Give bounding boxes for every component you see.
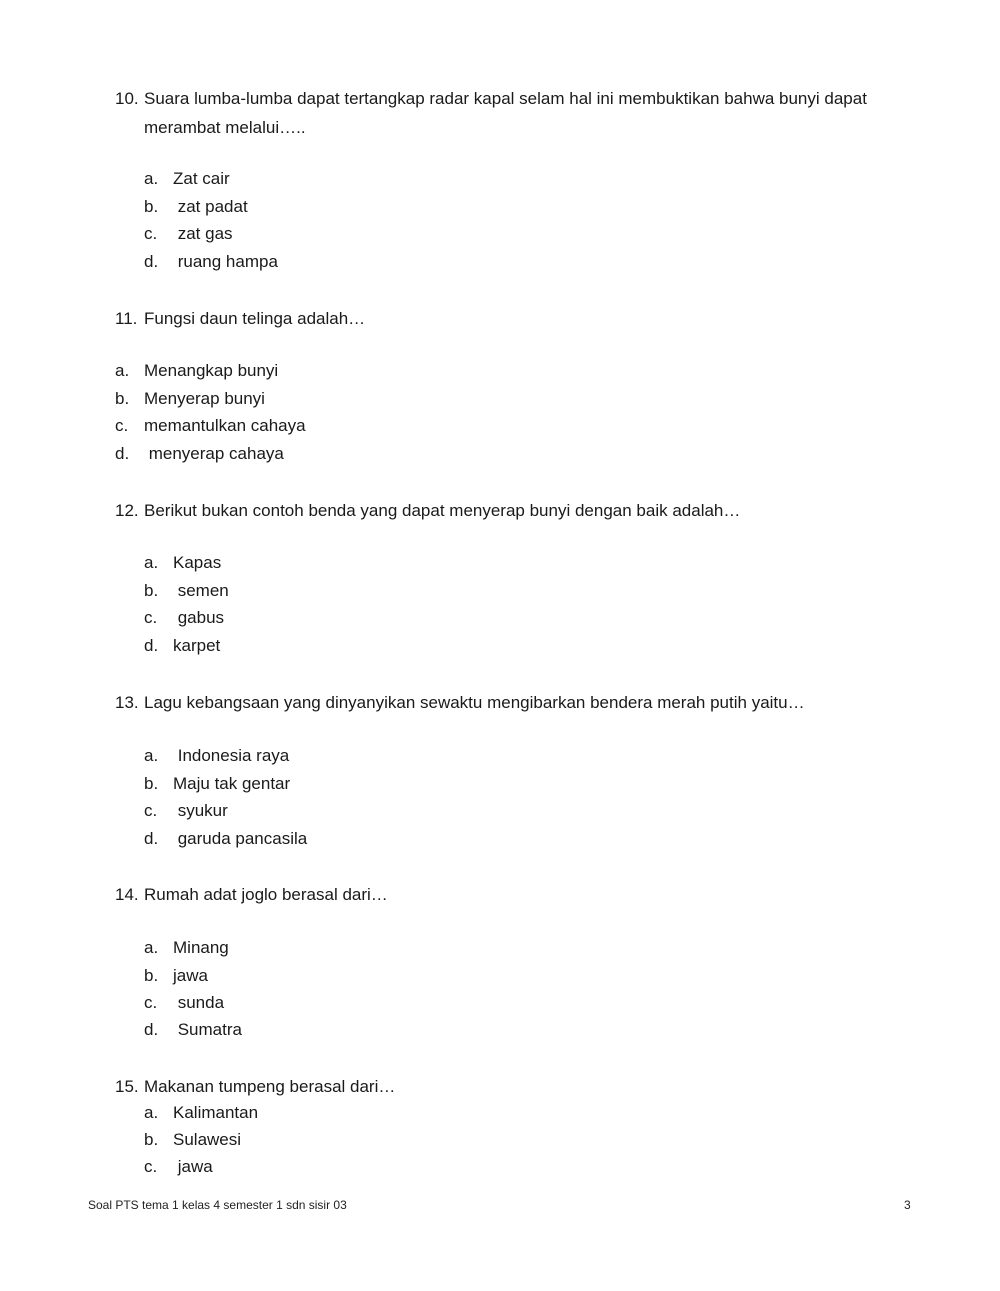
option-letter: c. — [144, 993, 158, 1012]
option-text: jawa — [173, 1157, 213, 1176]
option-letter: a. — [144, 746, 159, 765]
option-text: gabus — [173, 608, 225, 627]
question-text: Makanan tumpeng berasal dari… — [144, 1077, 396, 1096]
question-text: Fungsi daun telinga adalah… — [144, 309, 366, 328]
option-letter: a. — [115, 361, 130, 380]
option-text: Sulawesi — [173, 1130, 242, 1149]
question-text: Lagu kebangsaan yang dinyanyikan sewaktu mengibarkan bendera merah putih yaitu… — [144, 693, 805, 712]
option-text: Zat cair — [173, 169, 230, 188]
option-text: Kalimantan — [173, 1103, 259, 1122]
option-text: memantulkan cahaya — [144, 416, 306, 435]
option-text: zat gas — [173, 224, 233, 243]
option-text: Menangkap bunyi — [144, 361, 279, 380]
option-text: garuda pancasila — [173, 829, 308, 848]
option-text: zat padat — [173, 197, 248, 216]
option-text: Menyerap bunyi — [144, 389, 265, 408]
question-number: 13. — [115, 693, 139, 712]
option-letter: a. — [144, 938, 159, 957]
option-letter: d. — [144, 252, 159, 271]
option-letter: c. — [144, 801, 158, 820]
option-letter: c. — [144, 224, 158, 243]
footer-text: Soal PTS tema 1 kelas 4 semester 1 sdn sisir 03 — [88, 1198, 347, 1212]
option-letter: a. — [144, 553, 159, 572]
option-text: Sumatra — [173, 1020, 242, 1039]
option-letter: b. — [115, 389, 130, 408]
option-letter: c. — [115, 416, 129, 435]
option-text: Minang — [173, 938, 229, 957]
option-letter: b. — [144, 774, 159, 793]
question-number: 12. — [115, 501, 139, 520]
option-text: jawa — [173, 966, 208, 985]
option-text: karpet — [173, 636, 221, 655]
page-number: 3 — [904, 1198, 911, 1212]
question-text: Rumah adat joglo berasal dari… — [144, 885, 388, 904]
question-number: 11. — [115, 309, 138, 328]
question-number: 10. — [115, 89, 139, 108]
option-letter: d. — [144, 1020, 159, 1039]
option-text: menyerap cahaya — [144, 444, 284, 463]
option-letter: d. — [144, 636, 159, 655]
option-text: Kapas — [173, 553, 222, 572]
option-text: sunda — [173, 993, 225, 1012]
option-letter: b. — [144, 966, 159, 985]
option-text: syukur — [173, 801, 228, 820]
option-letter: a. — [144, 1103, 159, 1122]
question-text: Berikut bukan contoh benda yang dapat menyerap bunyi dengan baik adalah… — [144, 501, 741, 520]
option-letter: c. — [144, 608, 158, 627]
option-text: semen — [173, 581, 229, 600]
option-text: Maju tak gentar — [173, 774, 291, 793]
option-letter: b. — [144, 581, 159, 600]
question-number: 15. — [115, 1077, 139, 1096]
option-text: Indonesia raya — [173, 746, 290, 765]
option-letter: d. — [144, 829, 159, 848]
option-letter: d. — [115, 444, 130, 463]
option-letter: b. — [144, 1130, 159, 1149]
question-text: Suara lumba-lumba dapat tertangkap radar kapal selam hal ini membuktikan bahwa bunyi dapat merambat melalui….. — [144, 89, 867, 137]
question-number: 14. — [115, 885, 139, 904]
option-letter: a. — [144, 169, 159, 188]
option-letter: b. — [144, 197, 159, 216]
option-text: ruang hampa — [173, 252, 278, 271]
option-letter: c. — [144, 1157, 158, 1176]
